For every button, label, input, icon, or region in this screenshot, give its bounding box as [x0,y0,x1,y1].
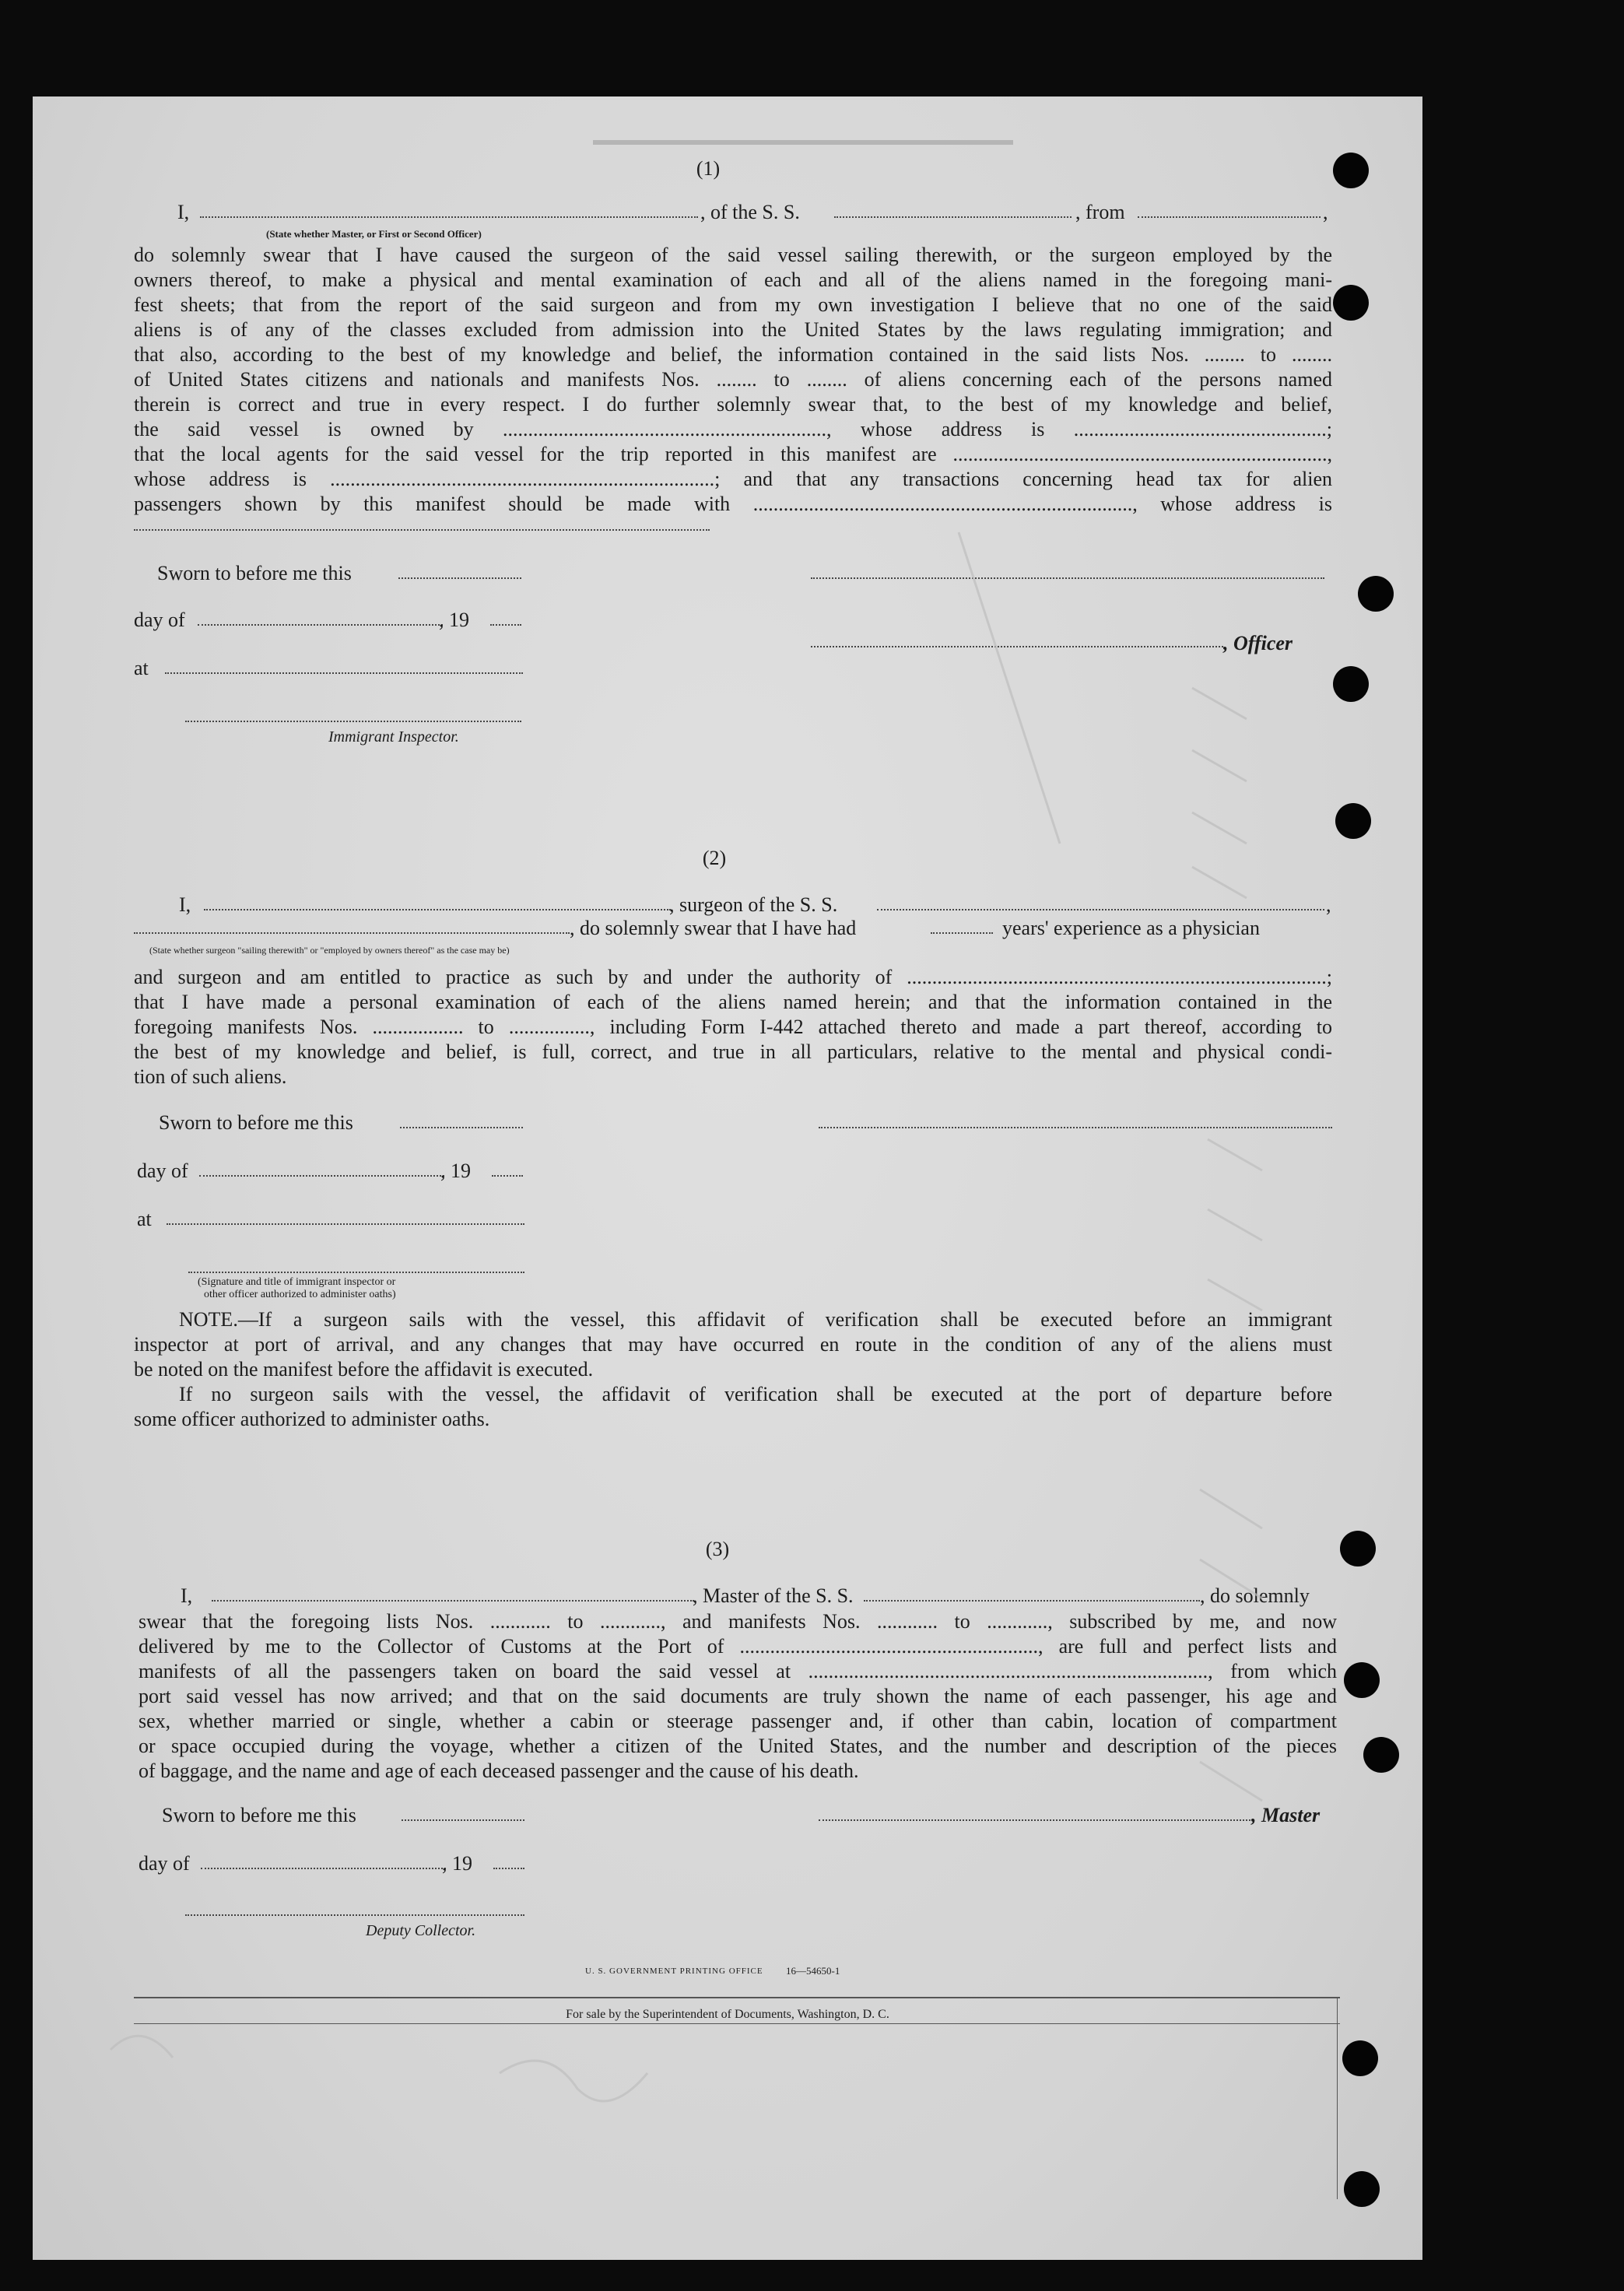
paragraph-line: whose address is ............................................................................; and that any transactions concerning head tax for alien [134,468,1332,490]
paragraph-line: foregoing manifests Nos. .................. to ................, including Form I-442 attached thereto and made a part thereof, according to [134,1016,1332,1038]
day-of-label-3: day of [139,1852,190,1875]
signature-caption-2: other officer authorized to administer oaths) [204,1289,396,1300]
years-experience-label: years' experience as a physician [1002,917,1260,939]
master-label: , Master [1251,1804,1321,1826]
surgeon-i-label: I, [179,893,191,916]
manifest-page [33,96,1422,2260]
paragraph-line: therein is correct and true in every respect. I do further solemnly swear that, to the best of my knowledge and belief, [134,393,1332,416]
note-line: inspector at port of arrival, and any changes that may have occurred en route in the condition of any of the aliens must [134,1333,1332,1356]
paragraph-line: and surgeon and am entitled to practice as such by and under the authority of ...................................................................................; [134,966,1332,988]
print-code: 16—54650-1 [786,1965,840,1977]
section-3-number: (3) [705,1538,730,1560]
solemnly-swear-label: , do solemnly swear that I have had [570,917,857,939]
punch-hole [1333,666,1369,702]
sworn-label-3: Sworn to before me this [162,1804,356,1826]
paragraph-line: owners thereof, to make a physical and mental examination of each and all of the aliens named in the foregoing mani- [134,268,1332,291]
paragraph-line: the said vessel is owned by ................................................................, whose address is ..................................................; [134,418,1332,440]
section-1-number: (1) [696,157,721,180]
punch-hole [1335,803,1371,839]
punch-hole [1363,1737,1399,1773]
paragraph-line: or space occupied during the voyage, whether a citizen of the United States, and the number and description of the pieces [139,1735,1337,1757]
year-label-3: , 19 [442,1852,472,1875]
paragraph-line: that the local agents for the said vessel for the trip reported in this manifest are .........................................................................., [134,443,1332,465]
paragraph-line: tion of such aliens. [134,1065,287,1088]
year-label-2: , 19 [440,1160,471,1182]
bleed-through-marks [33,96,1422,2260]
paragraph-line: of baggage, and the name and age of each deceased passenger and the cause of his death. [139,1759,859,1782]
officer-i-label: I, [177,201,190,223]
paragraph-line: sex, whether married or single, whether a cabin or steerage passenger and, if other than cabin, location of compartment [139,1710,1337,1732]
punch-hole [1333,285,1369,321]
punch-hole [1340,1531,1376,1567]
surgeon-caption: (State whether surgeon "sailing therewith" or "employed by owners thereof" as the case may be) [149,945,510,956]
of-ss-label: , of the S. S. [700,201,800,223]
day-of-label-2: day of [137,1160,188,1182]
note-line: be noted on the manifest before the affidavit is executed. [134,1358,594,1381]
sworn-label-2: Sworn to before me this [159,1111,353,1134]
punch-hole [1342,2040,1378,2076]
surgeon-of-label: , surgeon of the S. S. [669,893,838,916]
for-sale-notice: For sale by the Superintendent of Documents, Washington, D. C. [566,2008,889,2021]
at-label-2: at [137,1208,152,1230]
paragraph-line: that I have made a personal examination of each of the aliens named herein; and that the information contained in the [134,991,1332,1013]
paragraph-line: of United States citizens and nationals and manifests Nos. ........ to ........ of aliens concerning each of the persons named [134,368,1332,391]
line-end-comma-2: , [1326,893,1331,916]
section-2-number: (2) [702,847,727,869]
officer-caption: (State whether Master, or First or Second Officer) [266,228,482,240]
collector-caption: Deputy Collector. [366,1922,476,1939]
year-label-1: , 19 [439,609,469,631]
paragraph-line: that also, according to the best of my knowledge and belief, the information contained in the said lists Nos. ........ to ........ [134,343,1332,366]
punch-hole [1333,153,1369,188]
do-solemnly-label: , do solemnly [1200,1584,1310,1607]
note-line: some officer authorized to administer oaths. [134,1408,490,1430]
paragraph-line: swear that the foregoing lists Nos. ............ to ............, and manifests Nos. ............ to ............, subscribed by me, and now [139,1610,1337,1633]
inspector-caption: Immigrant Inspector. [328,728,459,746]
day-of-label-1: day of [134,609,185,631]
from-label: , from [1075,201,1125,223]
line-end-comma: , [1323,201,1328,223]
signature-caption-1: (Signature and title of immigrant inspector or [198,1276,396,1288]
paragraph-line: passengers shown by this manifest should be made with ..........................................................................., whose address is [134,493,1332,515]
master-of-label: , Master of the S. S. [693,1584,854,1607]
paragraph-line: the best of my knowledge and belief, is full, correct, and true in all particulars, relative to the mental and physical condi- [134,1040,1332,1063]
officer-label: , Officer [1223,632,1293,654]
paragraph-line: manifests of all the passengers taken on board the said vessel at ..............................................................................., from which [139,1660,1337,1682]
paragraph-line: aliens is of any of the classes excluded from admission into the United States by the laws regulating immigration; and [134,318,1332,341]
printing-office: U. S. GOVERNMENT PRINTING OFFICE [585,1966,763,1976]
paragraph-line: delivered by me to the Collector of Customs at the Port of ..........................................................., are full and perfect lists and [139,1635,1337,1658]
note-line: If no surgeon sails with the vessel, the affidavit of verification shall be executed at the port of departure before [179,1383,1332,1405]
note-text: —If a surgeon sails with the vessel, this affidavit of verification shall be executed before an immigrant [237,1308,1332,1331]
master-i-label: I, [181,1584,193,1607]
punch-hole [1358,576,1394,612]
paragraph-line: port said vessel has now arrived; and that on the said documents are truly shown the name of each passenger, his age and [139,1685,1337,1707]
sworn-label-1: Sworn to before me this [157,562,352,584]
punch-hole [1344,2171,1380,2207]
paragraph-line: do solemnly swear that I have caused the surgeon of the said vessel sailing therewith, or the surgeon employed by the [134,244,1332,266]
at-label-1: at [134,657,149,679]
paragraph-line: fest sheets; that from the report of the said surgeon and from my own investigation I believe that no one of the said [134,293,1332,316]
punch-hole [1344,1662,1380,1698]
bleed-through-text: ▬▬▬▬▬▬▬▬▬▬▬▬▬▬▬▬▬▬▬▬▬▬▬▬▬▬▬ [593,136,1013,153]
note-label: NOTE. [179,1308,238,1331]
